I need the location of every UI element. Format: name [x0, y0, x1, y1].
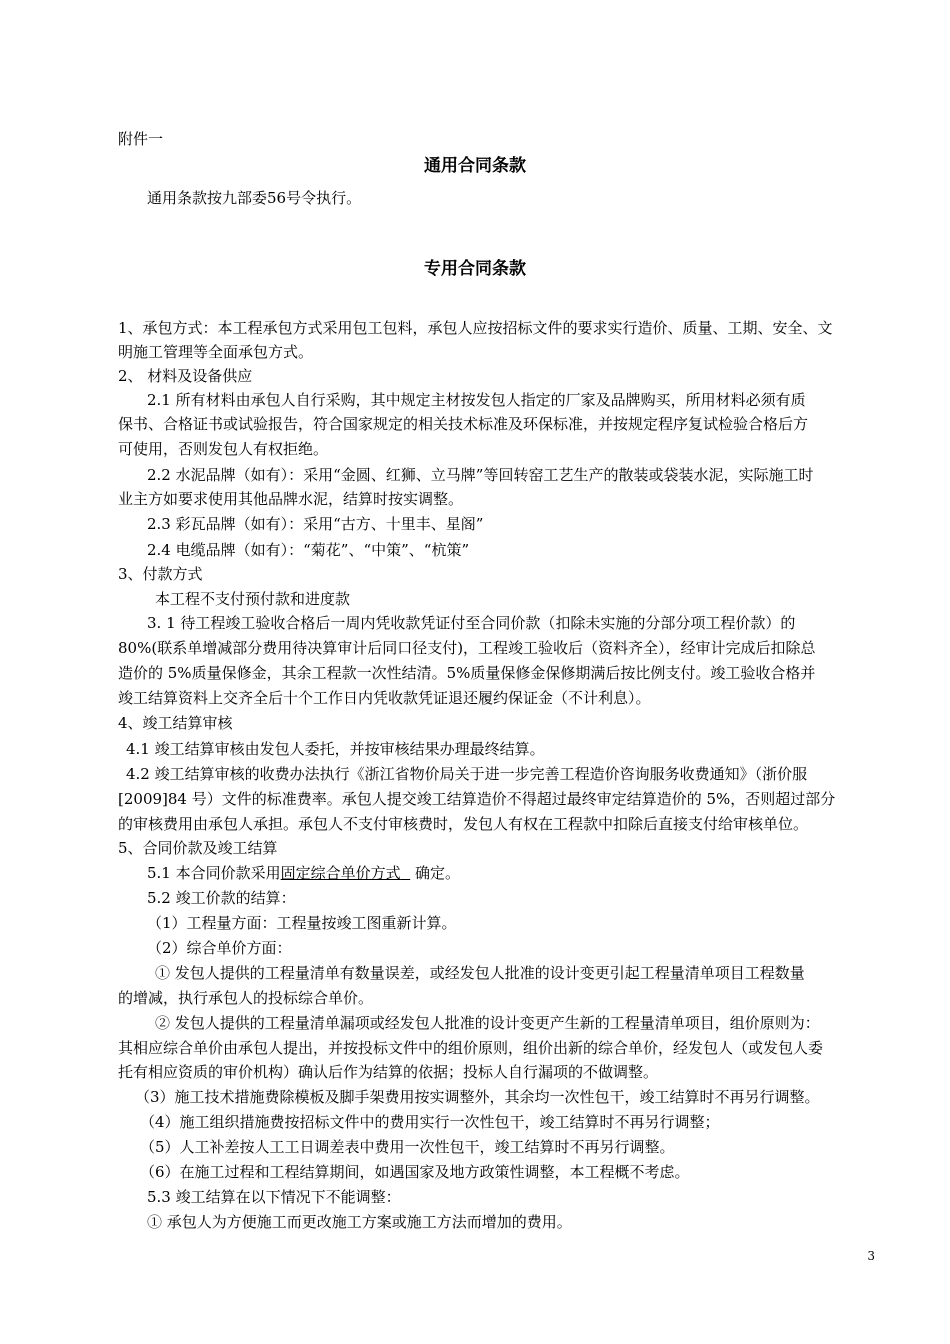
clause-line: 明施工管理等全面承包方式。 [118, 343, 314, 361]
clause-line: 80%(联系单增减部分费用待决算审计后同口径支付)，工程竣工验收后（资料齐全），经审计完成后扣除总 [118, 639, 816, 657]
clause-line: 5.3 竣工结算在以下情况下不能调整： [147, 1188, 401, 1206]
page-number: 3 [867, 1249, 875, 1263]
clause-line: 5.2 竣工价款的结算： [147, 889, 296, 907]
attachment-label: 附件一 [118, 130, 164, 148]
clause-line: ① 承包人为方便施工而更改施工方案或施工方法而增加的费用。 [147, 1213, 572, 1231]
clause-line: 1、承包方式：本工程承包方式采用包工包料，承包人应按招标文件的要求实行造价、质量、工期、安全、文 [118, 319, 833, 337]
clause-line: 的审核费用由承包人承担。承包人不支付审核费时，发包人有权在工程款中扣除后直接支付给审核单位。 [118, 815, 809, 833]
general-terms-text: 通用条款按九部委56号令执行。 [147, 189, 362, 207]
clause-line: 2.1 所有材料由承包人自行采购，其中规定主材按发包人指定的厂家及品牌购买，所用材料必须有质 [147, 391, 806, 409]
clause-line: 竣工结算资料上交齐全后十个工作日内凭收款凭证退还履约保证金（不计利息）。 [118, 689, 651, 707]
clause-line: （1）工程量方面：工程量按竣工图重新计算。 [147, 914, 457, 932]
clause-line: 2.3 彩瓦品牌（如有）：采用“古方、十里丰、星阁” [147, 515, 484, 533]
clause-line: 2.4 电缆品牌（如有）：“菊花”、“中策”、“杭策” [147, 541, 470, 559]
clause-line: 其相应综合单价由承包人提出，并按投标文件中的组价原则，组价出新的综合单价，经发包人（或发包人委 [118, 1039, 824, 1057]
clause-line: （6）在施工过程和工程结算期间，如遇国家及地方政策性调整，本工程概不考虑。 [140, 1163, 690, 1181]
clause-line: [2009]84 号）文件的标准费率。承包人提交竣工结算造价不得超过最终审定结算造价的 5%，否则超过部分 [118, 790, 836, 808]
clause-line: （2）综合单价方面： [147, 939, 292, 957]
clause-line-5-1 [147, 863, 460, 883]
clause-line: 4.1 竣工结算审核由发包人委托，并按审核结果办理最终结算。 [126, 740, 545, 758]
clause-line: ② 发包人提供的工程量清单漏项或经发包人批准的设计变更产生新的工程量清单项目，组价原则为： [155, 1014, 820, 1032]
clause-line: 本工程不支付预付款和进度款 [155, 590, 351, 608]
clause-5-1-suffix: 确定。 [414, 864, 460, 882]
clause-line: ① 发包人提供的工程量清单有数量误差，或经发包人批准的设计变更引起工程量清单项目工程数量 [155, 964, 805, 982]
clause-line: 4、竣工结算审核 [118, 714, 233, 732]
clause-line: （3）施工技术措施费除模板及脚手架费用按实调整外，其余均一次性包干，竣工结算时不再另行调整。 [135, 1088, 820, 1106]
clause-line: 4.2 竣工结算审核的收费办法执行《浙江省物价局关于进一步完善工程造价咨询服务收费通知》（浙价服 [126, 765, 808, 783]
general-terms-title: 通用合同条款 [424, 156, 526, 176]
clause-line: 的增减，执行承包人的投标综合单价。 [118, 989, 374, 1007]
clause-line: 托有相应资质的审价机构）确认后作为结算的依据；投标人自行漏项的不做调整。 [118, 1063, 659, 1081]
clause-line: （4）施工组织措施费按招标文件中的费用实行一次性包干，竣工结算时不再另行调整； [140, 1113, 720, 1131]
clause-line: 3、付款方式 [118, 565, 203, 583]
clause-line: 可使用，否则发包人有权拒绝。 [118, 440, 329, 458]
clause-5-1-prefix: 5.1 本合同价款采用 [147, 864, 281, 882]
clause-line: （5）人工补差按人工工日调差表中费用一次性包干，竣工结算时不再另行调整。 [140, 1138, 675, 1156]
clause-line: 5、合同价款及竣工结算 [118, 839, 278, 857]
clause-line: 业主方如要求使用其他品牌水泥，结算时按实调整。 [118, 490, 464, 508]
clause-line: 2.2 水泥品牌（如有）：采用“金圆、红狮、立马牌”等回转窑工艺生产的散装或袋装水泥，实际施工时 [147, 466, 814, 484]
clause-line: 3. 1 待工程竣工验收合格后一周内凭收款凭证付至合同价款（扣除未实施的分部分项工程价款）的 [147, 614, 796, 632]
special-terms-title: 专用合同条款 [424, 259, 526, 279]
clause-line: 2、 材料及设备供应 [118, 367, 253, 385]
clause-line: 造价的 5%质量保修金，其余工程款一次性结清。5%质量保修金保修期满后按比例支付。竣工验收合格并 [118, 664, 816, 682]
clause-line: 保书、合格证书或试验报告，符合国家规定的相关技术标准及环保标准，并按规定程序复试检验合格后方 [118, 415, 809, 433]
fixed-price-method: 固定综合单价方式 [280, 864, 401, 882]
